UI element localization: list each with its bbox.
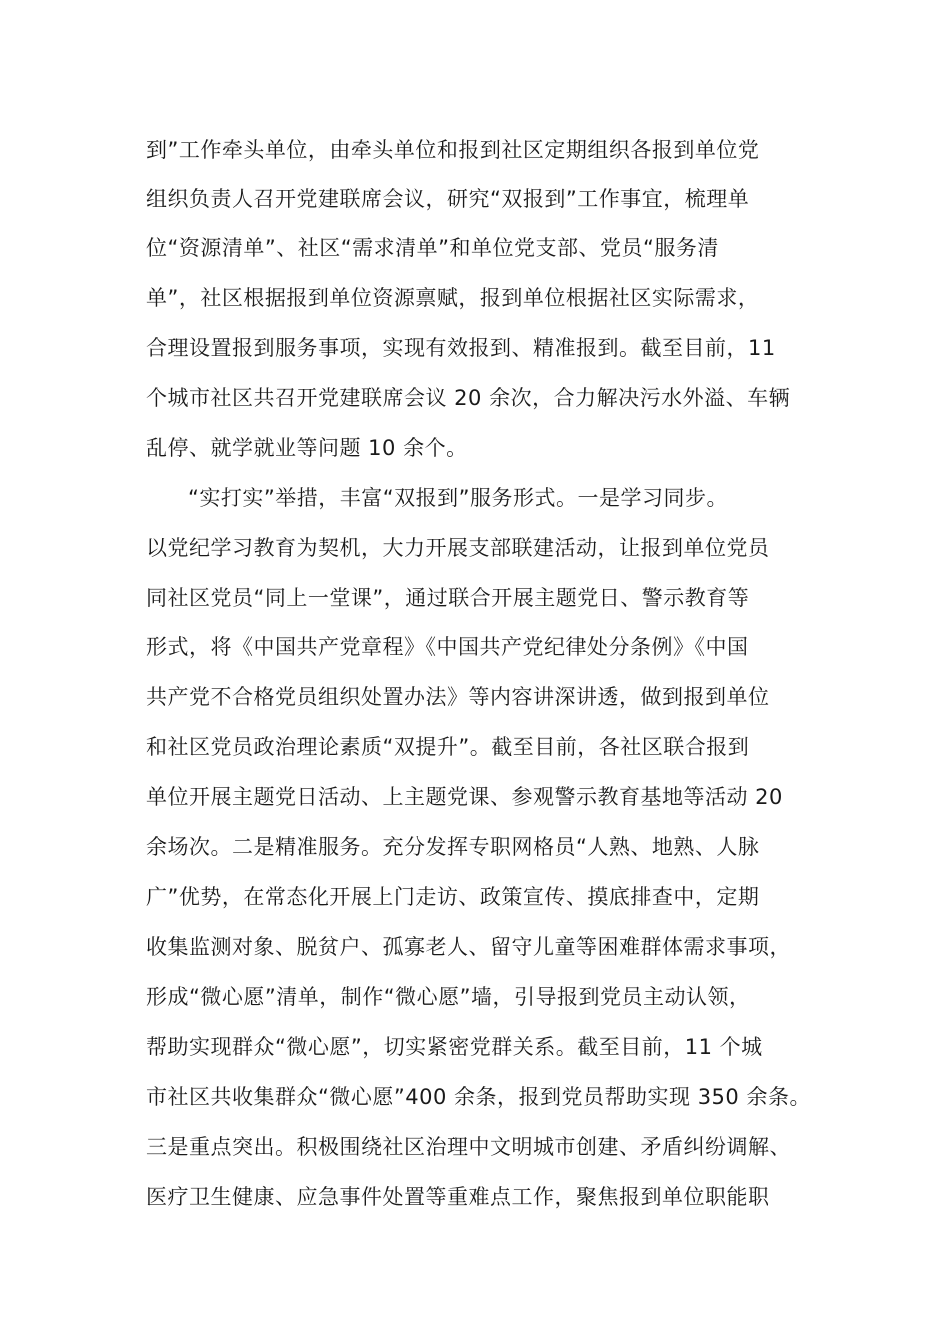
text-line: 组织负责人召开党建联席会议，研究“双报到”工作事宜，梳理单 <box>146 187 750 211</box>
text-line: 医疗卫生健康、应急事件处置等重难点工作，聚焦报到单位职能职 <box>146 1185 770 1209</box>
paragraph-first-line: “实打实”举措，丰富“双报到”服务形式。一是学习同步。 <box>188 486 729 510</box>
text-line: 个城市社区共召开党建联席会议 20 余次，合力解决污水外溢、车辆 <box>146 386 791 410</box>
text-line: 市社区共收集群众“微心愿”400 余条，报到党员帮助实现 350 余条。 <box>146 1085 811 1109</box>
text-line: 单”，社区根据报到单位资源禀赋，报到单位根据社区实际需求， <box>146 286 760 310</box>
text-line: 和社区党员政治理论素质“双提升”。截至目前，各社区联合报到 <box>146 735 750 759</box>
text-line: 收集监测对象、脱贫户、孤寡老人、留守儿童等困难群体需求事项， <box>146 935 791 959</box>
text-line: 同社区党员“同上一堂课”，通过联合开展主题党日、警示教育等 <box>146 586 750 610</box>
text-line: 共产党不合格党员组织处置办法》等内容讲深讲透，做到报到单位 <box>146 685 770 709</box>
text-line: 到”工作牵头单位，由牵头单位和报到社区定期组织各报到单位党 <box>146 138 760 162</box>
text-line: 帮助实现群众“微心愿”，切实紧密党群关系。截至目前，11 个城 <box>146 1035 763 1059</box>
text-line: 合理设置报到服务事项，实现有效报到、精准报到。截至目前，11 <box>146 336 776 360</box>
text-line: 乱停、就学就业等问题 10 余个。 <box>146 436 468 460</box>
text-line: 三是重点突出。积极围绕社区治理中文明城市创建、矛盾纠纷调解、 <box>146 1135 791 1159</box>
text-line: 余场次。二是精准服务。充分发挥专职网格员“人熟、地熟、人脉 <box>146 835 760 859</box>
text-line: 形式，将《中国共产党章程》《中国共产党纪律处分条例》《中国 <box>146 635 749 659</box>
text-line: 位“资源清单”、社区“需求清单”和单位党支部、党员“服务清 <box>146 236 719 260</box>
text-line: 广”优势，在常态化开展上门走访、政策宣传、摸底排查中，定期 <box>146 885 760 909</box>
text-line: 单位开展主题党日活动、上主题党课、参观警示教育基地等活动 20 <box>146 785 783 809</box>
text-line: 形成“微心愿”清单，制作“微心愿”墙，引导报到党员主动认领， <box>146 985 751 1009</box>
text-line: 以党纪学习教育为契机，大力开展支部联建活动，让报到单位党员 <box>146 536 770 560</box>
